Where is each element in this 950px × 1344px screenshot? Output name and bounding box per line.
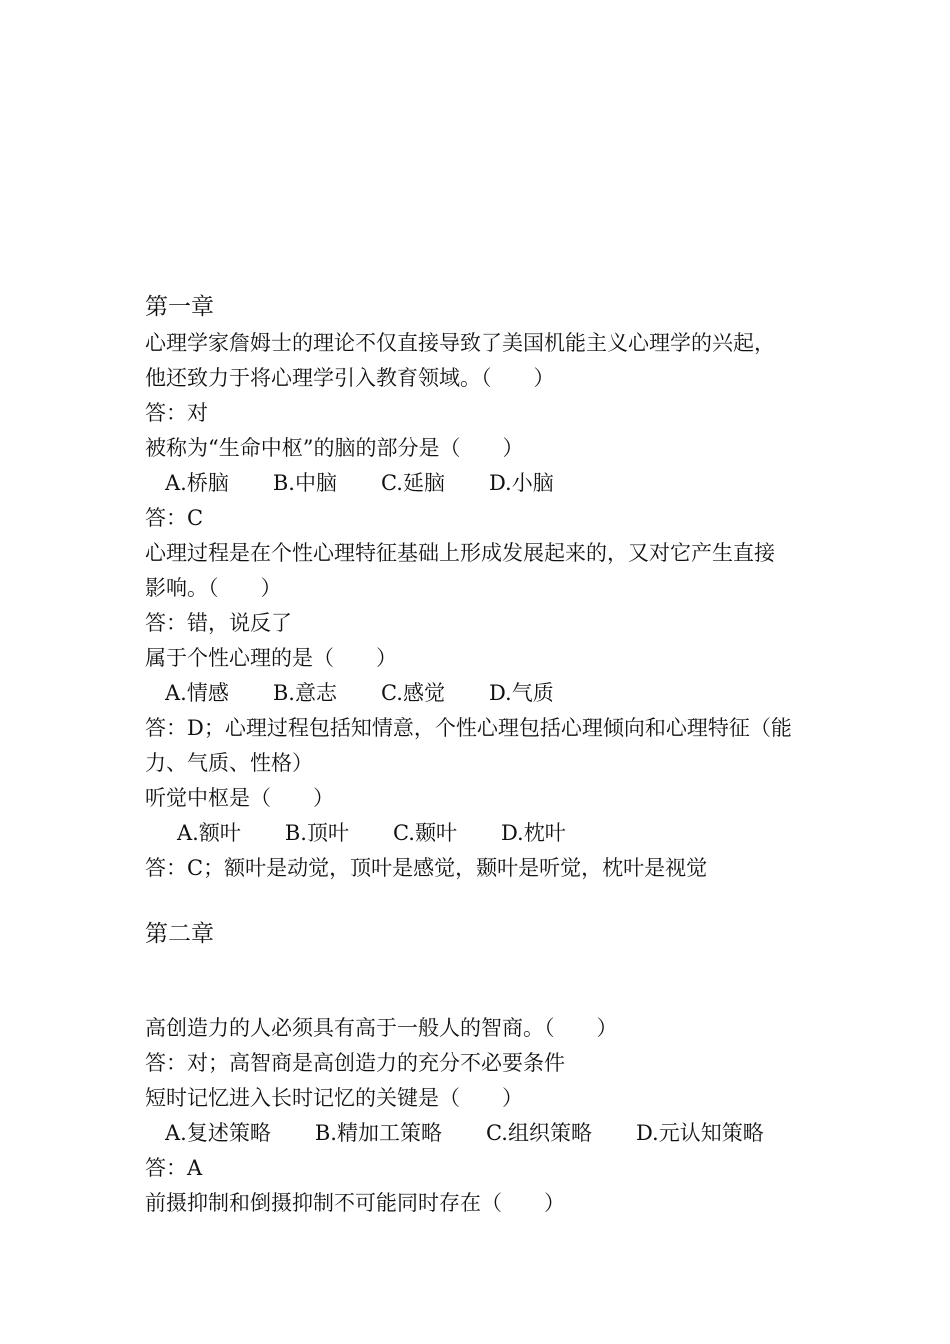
answer-line: 答：错，说反了: [145, 611, 292, 635]
option: B.精加工策略: [314, 1121, 442, 1145]
spacer: [145, 886, 825, 916]
answer-line: 答：D；心理过程包括知情意，个性心理包括心理倾向和心理特征（能: [145, 716, 792, 740]
answer-line: 答：对: [145, 401, 208, 425]
chapter-heading: 第一章: [145, 294, 214, 320]
option: C.感觉: [380, 681, 445, 705]
answer-line: 答：A: [145, 1156, 203, 1180]
options-row: [145, 466, 825, 501]
option: B.中脑: [272, 471, 337, 495]
question-line: 他还致力于将心理学引入教育领域。（ ）: [145, 366, 555, 390]
option: C.延脑: [380, 471, 445, 495]
question-line: 心理学家詹姆士的理论不仅直接导致了美国机能主义心理学的兴起，: [145, 331, 775, 355]
chapter-heading: 第二章: [145, 921, 214, 947]
option: D.元认知策略: [635, 1121, 764, 1145]
option: D.小脑: [488, 471, 554, 495]
question-line: 心理过程是在个性心理特征基础上形成发展起来的，又对它产生直接: [145, 541, 775, 565]
option: D.气质: [488, 681, 554, 705]
question-line: 前摄抑制和倒摄抑制不可能同时存在（ ）: [145, 1191, 565, 1215]
option: B.顶叶: [284, 821, 349, 845]
option: D.枕叶: [500, 821, 566, 845]
question-line: 属于个性心理的是（ ）: [145, 646, 397, 670]
answer-line: 力、气质、性格）: [145, 751, 313, 775]
section-label: [145, 254, 825, 289]
option: B.意志: [272, 681, 337, 705]
question-line: 短时记忆进入长时记忆的关键是（ ）: [145, 1086, 523, 1110]
options-row: [145, 816, 825, 851]
answer-line: 答：对；高智商是高创造力的充分不必要条件: [145, 1051, 565, 1075]
answer-line: 答：C；额叶是动觉，顶叶是感觉，颞叶是听觉，枕叶是视觉: [145, 856, 708, 880]
question-line: 被称为“生命中枢”的脑的部分是（ ）: [145, 436, 524, 460]
options-row: [145, 1116, 825, 1151]
option: A.复述策略: [165, 1121, 271, 1145]
question-line: 高创造力的人必须具有高于一般人的智商。（ ）: [145, 1016, 618, 1040]
document-body: [145, 254, 825, 1221]
answer-line: 答：C: [145, 506, 204, 530]
option: A.额叶: [177, 821, 241, 845]
option: C.颞叶: [392, 821, 457, 845]
question-line: 影响。（ ）: [145, 576, 282, 600]
options-row: [145, 676, 825, 711]
spacer: [145, 953, 825, 1011]
question-line: 听觉中枢是（ ）: [145, 786, 334, 810]
option: A.情感: [165, 681, 229, 705]
option: A.桥脑: [165, 471, 229, 495]
option: C.组织策略: [485, 1121, 592, 1145]
